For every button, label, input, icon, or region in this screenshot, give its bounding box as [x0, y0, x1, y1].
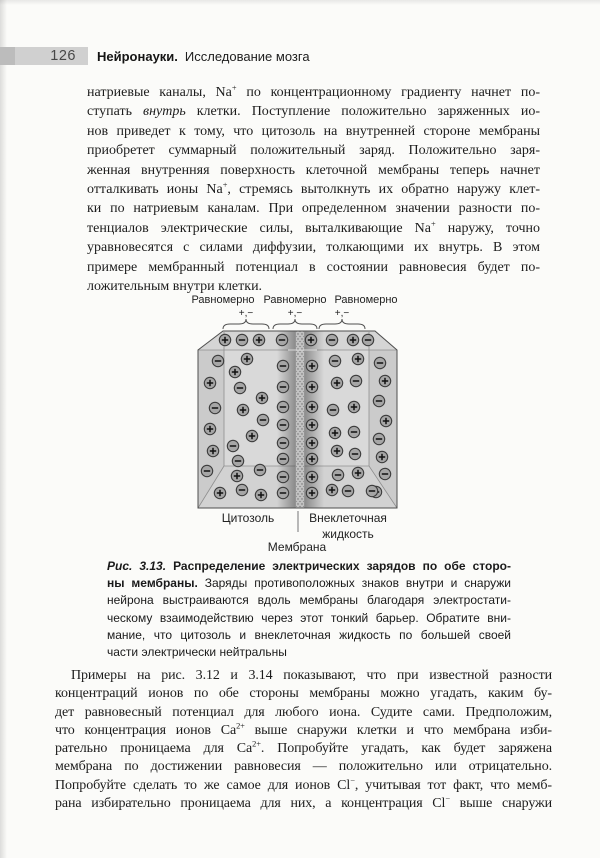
text-line: примере мембранный потенциал в состоянии равновесия будет по-: [87, 259, 540, 275]
figure-3-13-membrane-diagram: [185, 293, 420, 560]
body-paragraph-2: [55, 667, 552, 813]
extracellular-label: Внеклеточная: [309, 511, 387, 525]
plus-charge: [231, 470, 242, 481]
plus-charge: [237, 404, 248, 415]
minus-charge: [257, 414, 268, 425]
text-line: части электрически нейтральны: [107, 644, 287, 659]
plus-charge: [329, 427, 340, 438]
book-title: Нейронауки.: [97, 48, 178, 64]
text-run: ны мембраны.: [107, 576, 198, 591]
plus-charge: [204, 377, 215, 388]
text-line: приобретет суммарный положительный заряд. Положительно заря-: [87, 143, 540, 159]
text-line: рана избирательно проницаема для них, а концентрация Cl− выше снаружи: [55, 795, 552, 812]
figure-caption: [107, 558, 511, 661]
region-label: Равномерно: [263, 294, 327, 306]
brace: [223, 319, 269, 329]
minus-charge: [342, 485, 353, 496]
text-line: что концентрация ионов $Ca^{2+}$ выше снаружи клетки и что мембрана изби-: [55, 721, 552, 738]
minus-charge: [277, 453, 288, 464]
scan-edge-top-shadow: [0, 0, 600, 5]
text-run: 2+: [236, 721, 245, 731]
plus-charge: [241, 353, 252, 364]
brace: [319, 319, 365, 329]
plus-charge: [246, 430, 257, 441]
plus-charge: [352, 353, 363, 364]
plus-charge: [376, 451, 387, 462]
plus-charge: [204, 423, 215, 434]
plus-charge: [379, 375, 390, 386]
minus-charge: [236, 484, 247, 495]
plus-charge: [347, 334, 358, 345]
text-line: натриевые каналы, Na+ по концентрационному градиенту начнет по-: [87, 83, 540, 100]
text-line: отталкивать ионы Na+, стремясь вытолкнуть их обратно наружу клет-: [87, 180, 540, 197]
text-line: рательно проницаема для $Ca^{2+}$. Попробуйте угадать, как будет заряжена: [55, 740, 552, 757]
plus-charge: [352, 467, 363, 478]
minus-charge: [349, 448, 360, 459]
text-line: ложительным внутри клетки.: [87, 278, 263, 294]
minus-charge: [326, 334, 337, 345]
text-run: Распределение электрических зарядов по обе сторо-: [166, 559, 511, 573]
text-run: Рис. 3.13.: [107, 559, 167, 573]
plus-charge: [306, 471, 317, 482]
minus-charge: [374, 357, 385, 368]
cytosol-label: Цитозоль: [221, 511, 275, 525]
text-run: внутрь: [143, 104, 186, 120]
plus-charge: [331, 445, 342, 456]
text-line: ступать внутрь клетки. Поступление положительно заряженных ио-: [87, 104, 540, 120]
minus-charge: [332, 469, 343, 480]
minus-charge: [277, 487, 288, 498]
text-line: концентраций ионов по обе стороны мембраны можно угадать, каким бу-: [55, 686, 552, 702]
text-line: ны мембраны. Заряды противоположных знаков внутри и снаружи: [107, 576, 511, 591]
plus-minus-label: +,−: [238, 308, 254, 319]
minus-charge: [212, 355, 223, 366]
plus-charge: [306, 437, 317, 448]
plus-charge: [214, 487, 225, 498]
scan-edge-left-shadow: [0, 0, 7, 858]
minus-charge: [227, 440, 238, 451]
text-line: Примеры на рис. 3.12 и 3.14 показывают, что при известной разности: [71, 668, 552, 683]
brace: [273, 319, 317, 329]
running-head: [97, 47, 310, 65]
minus-charge: [276, 334, 287, 345]
plus-charge: [306, 453, 317, 464]
plus-charge: [256, 392, 267, 403]
plus-charge: [305, 334, 316, 345]
page-number: 126: [50, 48, 76, 64]
text-line: уравновесятся с силами диффузии, толкающими их внутрь. В этом: [87, 240, 540, 256]
chapter-title: Исследование мозга: [184, 48, 310, 64]
text-line: Попробуйте сделать то же самое для ионов Cl−, учитывая тот факт, что мемб-: [55, 776, 552, 793]
minus-charge: [277, 401, 288, 412]
plus-charge: [306, 381, 317, 392]
minus-charge: [277, 419, 288, 430]
plus-charge: [380, 415, 391, 426]
text-line: тенциалов электрические силы, выталкивающие Na+ наружу, точно: [87, 219, 540, 236]
minus-charge: [366, 485, 377, 496]
minus-charge: [329, 355, 340, 366]
minus-charge: [348, 426, 359, 437]
minus-charge: [277, 471, 288, 482]
membrane-strip: [296, 331, 305, 508]
plus-charge: [306, 419, 317, 430]
text-line: нов приведет к тому, что цитозоль на внутренней стороне мембраны: [87, 123, 540, 139]
text-line: ческому взаимодействию через этот тонкий барьер. Обратите вни-: [107, 610, 511, 625]
minus-charge: [201, 465, 212, 476]
minus-charge: [379, 468, 390, 479]
plus-minus-label: +,−: [287, 308, 303, 319]
plus-charge: [306, 487, 317, 498]
plus-charge: [219, 334, 230, 345]
region-label: Равномерно: [334, 294, 398, 306]
plus-charge: [207, 445, 218, 456]
plus-charge: [255, 489, 266, 500]
minus-charge: [277, 360, 288, 371]
text-line: ки по натриевым каналам. При определенном значении разности по-: [87, 201, 540, 217]
plus-minus-label: +,−: [334, 308, 350, 319]
plus-charge: [306, 401, 317, 412]
text-line: нейрона выстраиваются вдоль мембраны благодаря электростати-: [107, 593, 511, 608]
plus-charge: [306, 360, 317, 371]
minus-charge: [277, 437, 288, 448]
text-line: дет равновесный потенциал для любого иона. Судите сами. Предположим,: [55, 704, 552, 720]
text-run: +: [222, 180, 228, 190]
text-run: +: [430, 219, 436, 229]
text-run: −: [350, 776, 355, 786]
minus-charge: [209, 402, 220, 413]
page-number-bar: [0, 47, 88, 65]
binding-edge-texture: [0, 47, 15, 65]
plus-charge: [331, 377, 342, 388]
minus-charge: [234, 382, 245, 393]
minus-charge: [373, 433, 384, 444]
minus-charge: [254, 464, 265, 475]
text-run: −: [445, 795, 450, 804]
plus-charge: [326, 484, 337, 495]
membrane-charge-diagram: [185, 293, 420, 560]
extracellular-label: жидкость: [322, 527, 374, 541]
plus-charge: [229, 366, 240, 377]
membrane-label: Мембрана: [267, 540, 327, 554]
text-run: +: [231, 83, 237, 93]
minus-charge: [373, 395, 384, 406]
minus-charge: [232, 455, 243, 466]
body-paragraph-1: [87, 83, 540, 296]
text-line: мание, что цитозоль и внеклеточная жидкость по большей своей: [107, 627, 511, 642]
minus-charge: [350, 375, 361, 386]
minus-charge: [362, 334, 373, 345]
minus-charge: [327, 404, 338, 415]
text-line: мембрана по достижении равновесия — положительно или отрицательно.: [55, 759, 552, 775]
plus-charge: [253, 334, 264, 345]
text-line: женная внутренняя поверхность клеточной мембраны теперь начнет: [87, 162, 540, 178]
plus-charge: [348, 401, 359, 412]
minus-charge: [236, 334, 247, 345]
text-run: 2+: [252, 740, 261, 749]
minus-charge: [277, 381, 288, 392]
region-label: Равномерно: [191, 294, 255, 306]
text-line: [107, 558, 511, 575]
